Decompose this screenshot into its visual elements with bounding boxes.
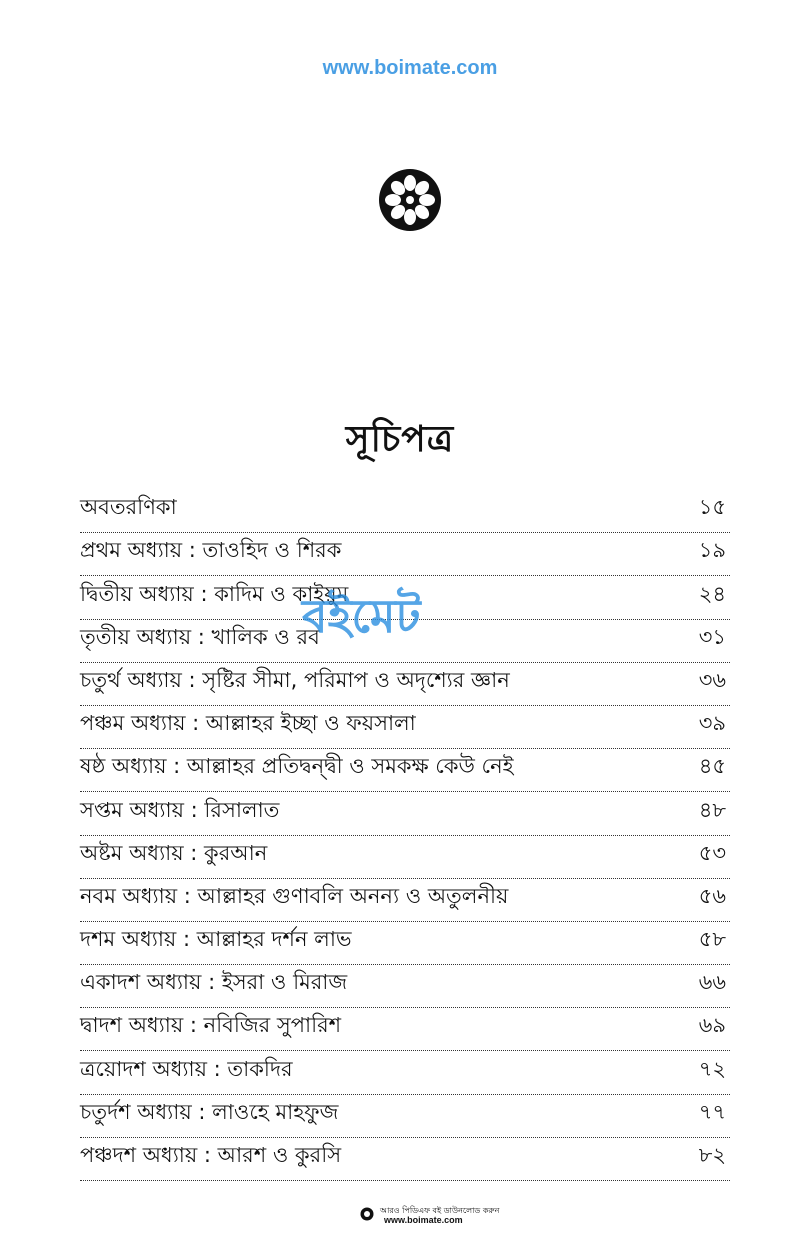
toc-entry-title: ষষ্ঠ অধ্যায় : আল্লাহর প্রতিদ্বন্দ্বী ও সমকক্ষ কেউ নেই <box>80 754 514 779</box>
toc-entry-title: একাদশ অধ্যায় : ইসরা ও মিরাজ <box>80 970 348 995</box>
toc-entry-title: অষ্টম অধ্যায় : কুরআন <box>80 840 268 865</box>
toc-entry <box>80 663 730 706</box>
toc-entry <box>80 533 730 576</box>
toc-entry <box>80 1138 730 1181</box>
toc-entry-title: চতুর্থ অধ্যায় : সৃষ্টির সীমা, পরিমাপ ও অদৃশ্যের জ্ঞান <box>80 667 510 692</box>
watermark-logo-text: বইমেট <box>302 589 421 643</box>
toc-entry-title: দ্বিতীয় অধ্যায় : কাদিম ও কাইয়ুম <box>80 581 349 606</box>
toc-entry <box>80 490 730 533</box>
toc-entry <box>80 836 730 879</box>
flower-rosette-icon <box>378 168 442 232</box>
toc-entry-title: তৃতীয় অধ্যায় : খালিক ও রব <box>80 624 320 649</box>
toc-entry-title: নবম অধ্যায় : আল্লাহর গুণাবলি অনন্য ও অতুলনীয় <box>80 883 509 908</box>
toc-entry-page: ৮২ <box>698 1143 726 1167</box>
boimate-logo-icon <box>360 1207 374 1221</box>
toc-entry-page: ৬৯ <box>698 1013 726 1038</box>
toc-entry <box>80 792 730 835</box>
toc-entry-title: সপ্তম অধ্যায় : রিসালাত <box>80 797 280 822</box>
toc-entry-page: ৬৬ <box>698 970 726 995</box>
toc-entry <box>80 1095 730 1138</box>
footer <box>360 1205 520 1229</box>
toc-entry-page: ৫৮ <box>698 927 726 952</box>
toc-entry-title: পঞ্চম অধ্যায় : আল্লাহর ইচ্ছা ও ফয়সালা <box>80 711 416 736</box>
toc-entry-page: ৩৬ <box>698 667 726 692</box>
toc-entry-page: ২৪ <box>698 581 726 606</box>
toc-entry-title: অবতরণিকা <box>80 495 177 520</box>
toc-entry-page: ৭২ <box>698 1056 726 1081</box>
toc-entry <box>80 1008 730 1051</box>
toc-entry-page: ৪৫ <box>698 754 726 779</box>
page-title: সূচিপত্র <box>345 419 455 460</box>
toc-entry-title: দ্বাদশ অধ্যায় : নবিজির সুপারিশ <box>80 1013 342 1038</box>
footer-site-link[interactable]: www.boimate.com <box>384 1215 463 1225</box>
toc-entry-title: পঞ্চদশ অধ্যায় : আরশ ও কুরসি <box>80 1143 342 1167</box>
toc-entry-title: ত্রয়োদশ অধ্যায় : তাকদির <box>80 1056 293 1081</box>
toc-entry <box>80 879 730 922</box>
toc-entry <box>80 1051 730 1094</box>
toc-entry-title: চতুর্দশ অধ্যায় : লাওহে মাহফুজ <box>80 1099 339 1124</box>
toc-entry <box>80 749 730 792</box>
toc-entry <box>80 620 730 663</box>
watermark-site: www.boimate.com <box>322 57 498 79</box>
toc-entry-page: ৫৬ <box>698 883 726 908</box>
toc-entry-page: ১৫ <box>698 495 726 520</box>
toc-entry-title: দশম অধ্যায় : আল্লাহর দর্শন লাভ <box>80 927 352 952</box>
toc-entry-page: ৭৭ <box>698 1099 726 1124</box>
footer-download-text: আরও পিডিএফ বই ডাউনলোড করুন <box>380 1206 500 1215</box>
table-of-contents <box>80 490 730 1181</box>
toc-entry <box>80 576 730 619</box>
toc-entry-page: ৩১ <box>698 624 726 649</box>
toc-entry <box>80 706 730 749</box>
toc-entry-page: ৫৩ <box>698 840 726 865</box>
toc-entry <box>80 922 730 965</box>
toc-entry-page: ৩৯ <box>698 711 726 736</box>
toc-entry-title: প্রথম অধ্যায় : তাওহিদ ও শিরক <box>80 538 342 563</box>
toc-entry-page: ৪৮ <box>698 797 726 822</box>
toc-entry-page: ১৯ <box>698 538 726 563</box>
toc-entry <box>80 965 730 1008</box>
